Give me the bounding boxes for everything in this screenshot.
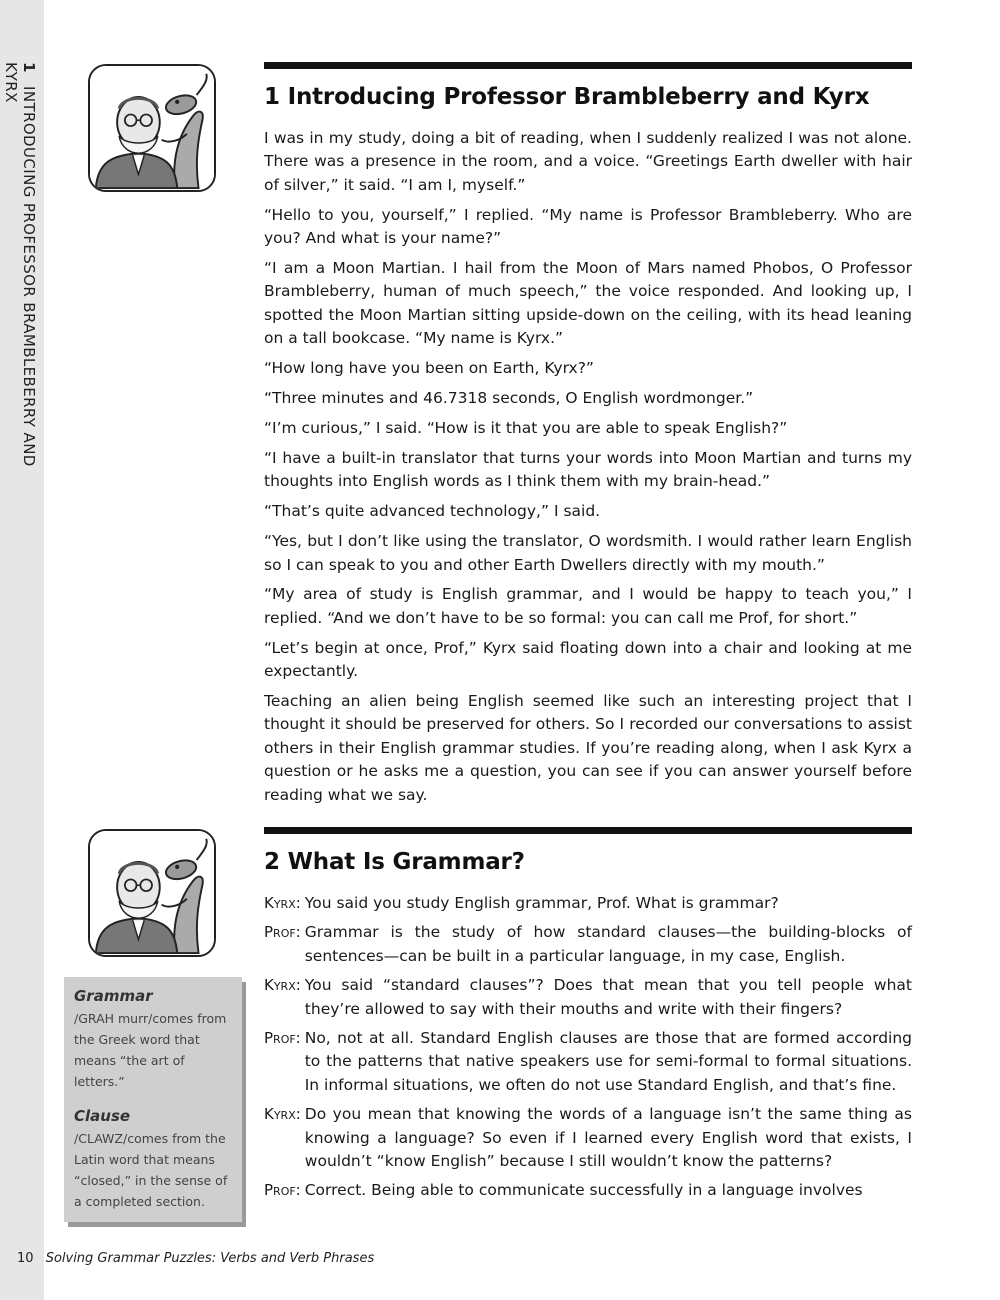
speech-text: Correct. Being able to communicate successfully in a language involves	[304, 1181, 863, 1200]
dialog-line	[264, 1179, 912, 1202]
section-2-heading: 2 What Is Grammar?	[264, 849, 525, 875]
paragraph: “I have a built-in translator that turns your words into Moon Martian and turns my thoughts into English words as I think them with my brain-head.”	[264, 448, 912, 491]
glossary-box-grammar	[64, 977, 242, 1102]
side-chapter-title: INTRODUCING PROFESSOR BRAMBLEBERRY AND KYRX	[2, 62, 38, 467]
paragraph: “That’s quite advanced technology,” I said.	[264, 502, 601, 521]
paragraph: “I am a Moon Martian. I hail from the Moon of Mars named Phobos, O Professor Brambleberry, human of much speech,” the voice responded. And looking up, I spotted the Moon Martian sitting upside-down on the ceiling, with its head leaning on a tall bookcase. “My name is Kyrx.”	[264, 259, 912, 348]
glossary-box-clause	[64, 1097, 242, 1222]
paragraph: “Hello to you, yourself,” I replied. “My name is Professor Brambleberry. Who are you? And what is your name?”	[264, 205, 912, 248]
section-1-body	[264, 127, 912, 814]
speech-text: Grammar is the study of how standard clauses—the building-blocks of sentences—can be built in a particular language, in my case, English.	[304, 923, 912, 965]
paragraph: “How long have you been on Earth, Kyrx?”	[264, 359, 594, 378]
dialog-line	[264, 921, 912, 968]
speech-text: You said you study English grammar, Prof. What is grammar?	[304, 894, 779, 912]
speaker-label: Prof:	[264, 923, 301, 942]
speech-text: You said “standard clauses”? Does that mean that you tell people what they’re allowed to say with their mouths and write with their fingers?	[304, 976, 912, 1018]
glossary-definition: /GRAH murr/comes from the Greek word that means “the art of letters.”	[74, 1011, 227, 1089]
speaker-label: Kyrx:	[264, 1105, 301, 1124]
paragraph: “Let’s begin at once, Prof,” Kyrx said floating down into a chair and looking at me expectantly.	[264, 638, 912, 681]
glossary-term: Clause	[74, 1107, 131, 1125]
dialog-line	[264, 1027, 912, 1097]
paragraph: Teaching an alien being English seemed like such an interesting project that I thought it should be preserved for others. So I recorded our conversations to assist others in their English grammar studies. If you’re reading along, when I ask Kyrx a question or he asks me a question, you can see if you can answer yourself before reading what we say.	[264, 692, 912, 804]
paragraph: “My area of study is English grammar, and I would be happy to teach you,” I replied. “And we don’t have to be so formal: you can call me Prof, for short.”	[264, 585, 912, 627]
section-rule	[264, 62, 912, 69]
professor-and-alien-icon	[88, 64, 216, 192]
side-chapter-tab	[2, 62, 38, 492]
side-chapter-number: 1	[20, 62, 38, 73]
dialog-line	[264, 1103, 912, 1173]
page-number: 10	[17, 1251, 34, 1266]
speaker-label: Prof:	[264, 1181, 301, 1200]
book-title: Solving Grammar Puzzles: Verbs and Verb Phrases	[45, 1251, 375, 1266]
speech-text: No, not at all. Standard English clauses are those that are formed according to the patterns that native speakers use for semi-formal to formal situations. In informal situations, we often do not use Standard English, and that’s fine.	[304, 1029, 912, 1094]
paragraph: “Yes, but I don’t like using the translator, O wordsmith. I would rather learn English so I can speak to you and other Earth Dwellers directly with my mouth.”	[264, 532, 912, 574]
dialog-line	[264, 892, 912, 915]
page-footer	[17, 1251, 374, 1266]
dialog-line	[264, 974, 912, 1021]
speech-text: Do you mean that knowing the words of a language isn’t the same thing as knowing a language? So even if I learned every English word that exists, I wouldn’t “know English” because I still wouldn’t know the patterns?	[304, 1105, 912, 1171]
speaker-label: Kyrx:	[264, 976, 301, 995]
glossary-definition: /CLAWZ/comes from the Latin word that means “closed,” in the sense of a completed section.	[74, 1131, 228, 1209]
paragraph: I was in my study, doing a bit of reading, when I suddenly realized I was not alone. There was a presence in the room, and a voice. “Greetings Earth dweller with hair of silver,” it said. “I am I, myself.”	[264, 129, 912, 194]
section-2-dialog	[264, 892, 912, 1209]
paragraph: “I’m curious,” I said. “How is it that you are able to speak English?”	[264, 418, 788, 437]
section-1-heading: 1 Introducing Professor Brambleberry and Kyrx	[264, 84, 870, 110]
section-rule	[264, 827, 912, 834]
speaker-label: Prof:	[264, 1029, 301, 1048]
glossary-term: Grammar	[74, 987, 153, 1005]
paragraph: “Three minutes and 46.7318 seconds, O English wordmonger.”	[264, 389, 754, 408]
speaker-label: Kyrx:	[264, 894, 301, 912]
professor-and-alien-icon	[88, 829, 216, 957]
